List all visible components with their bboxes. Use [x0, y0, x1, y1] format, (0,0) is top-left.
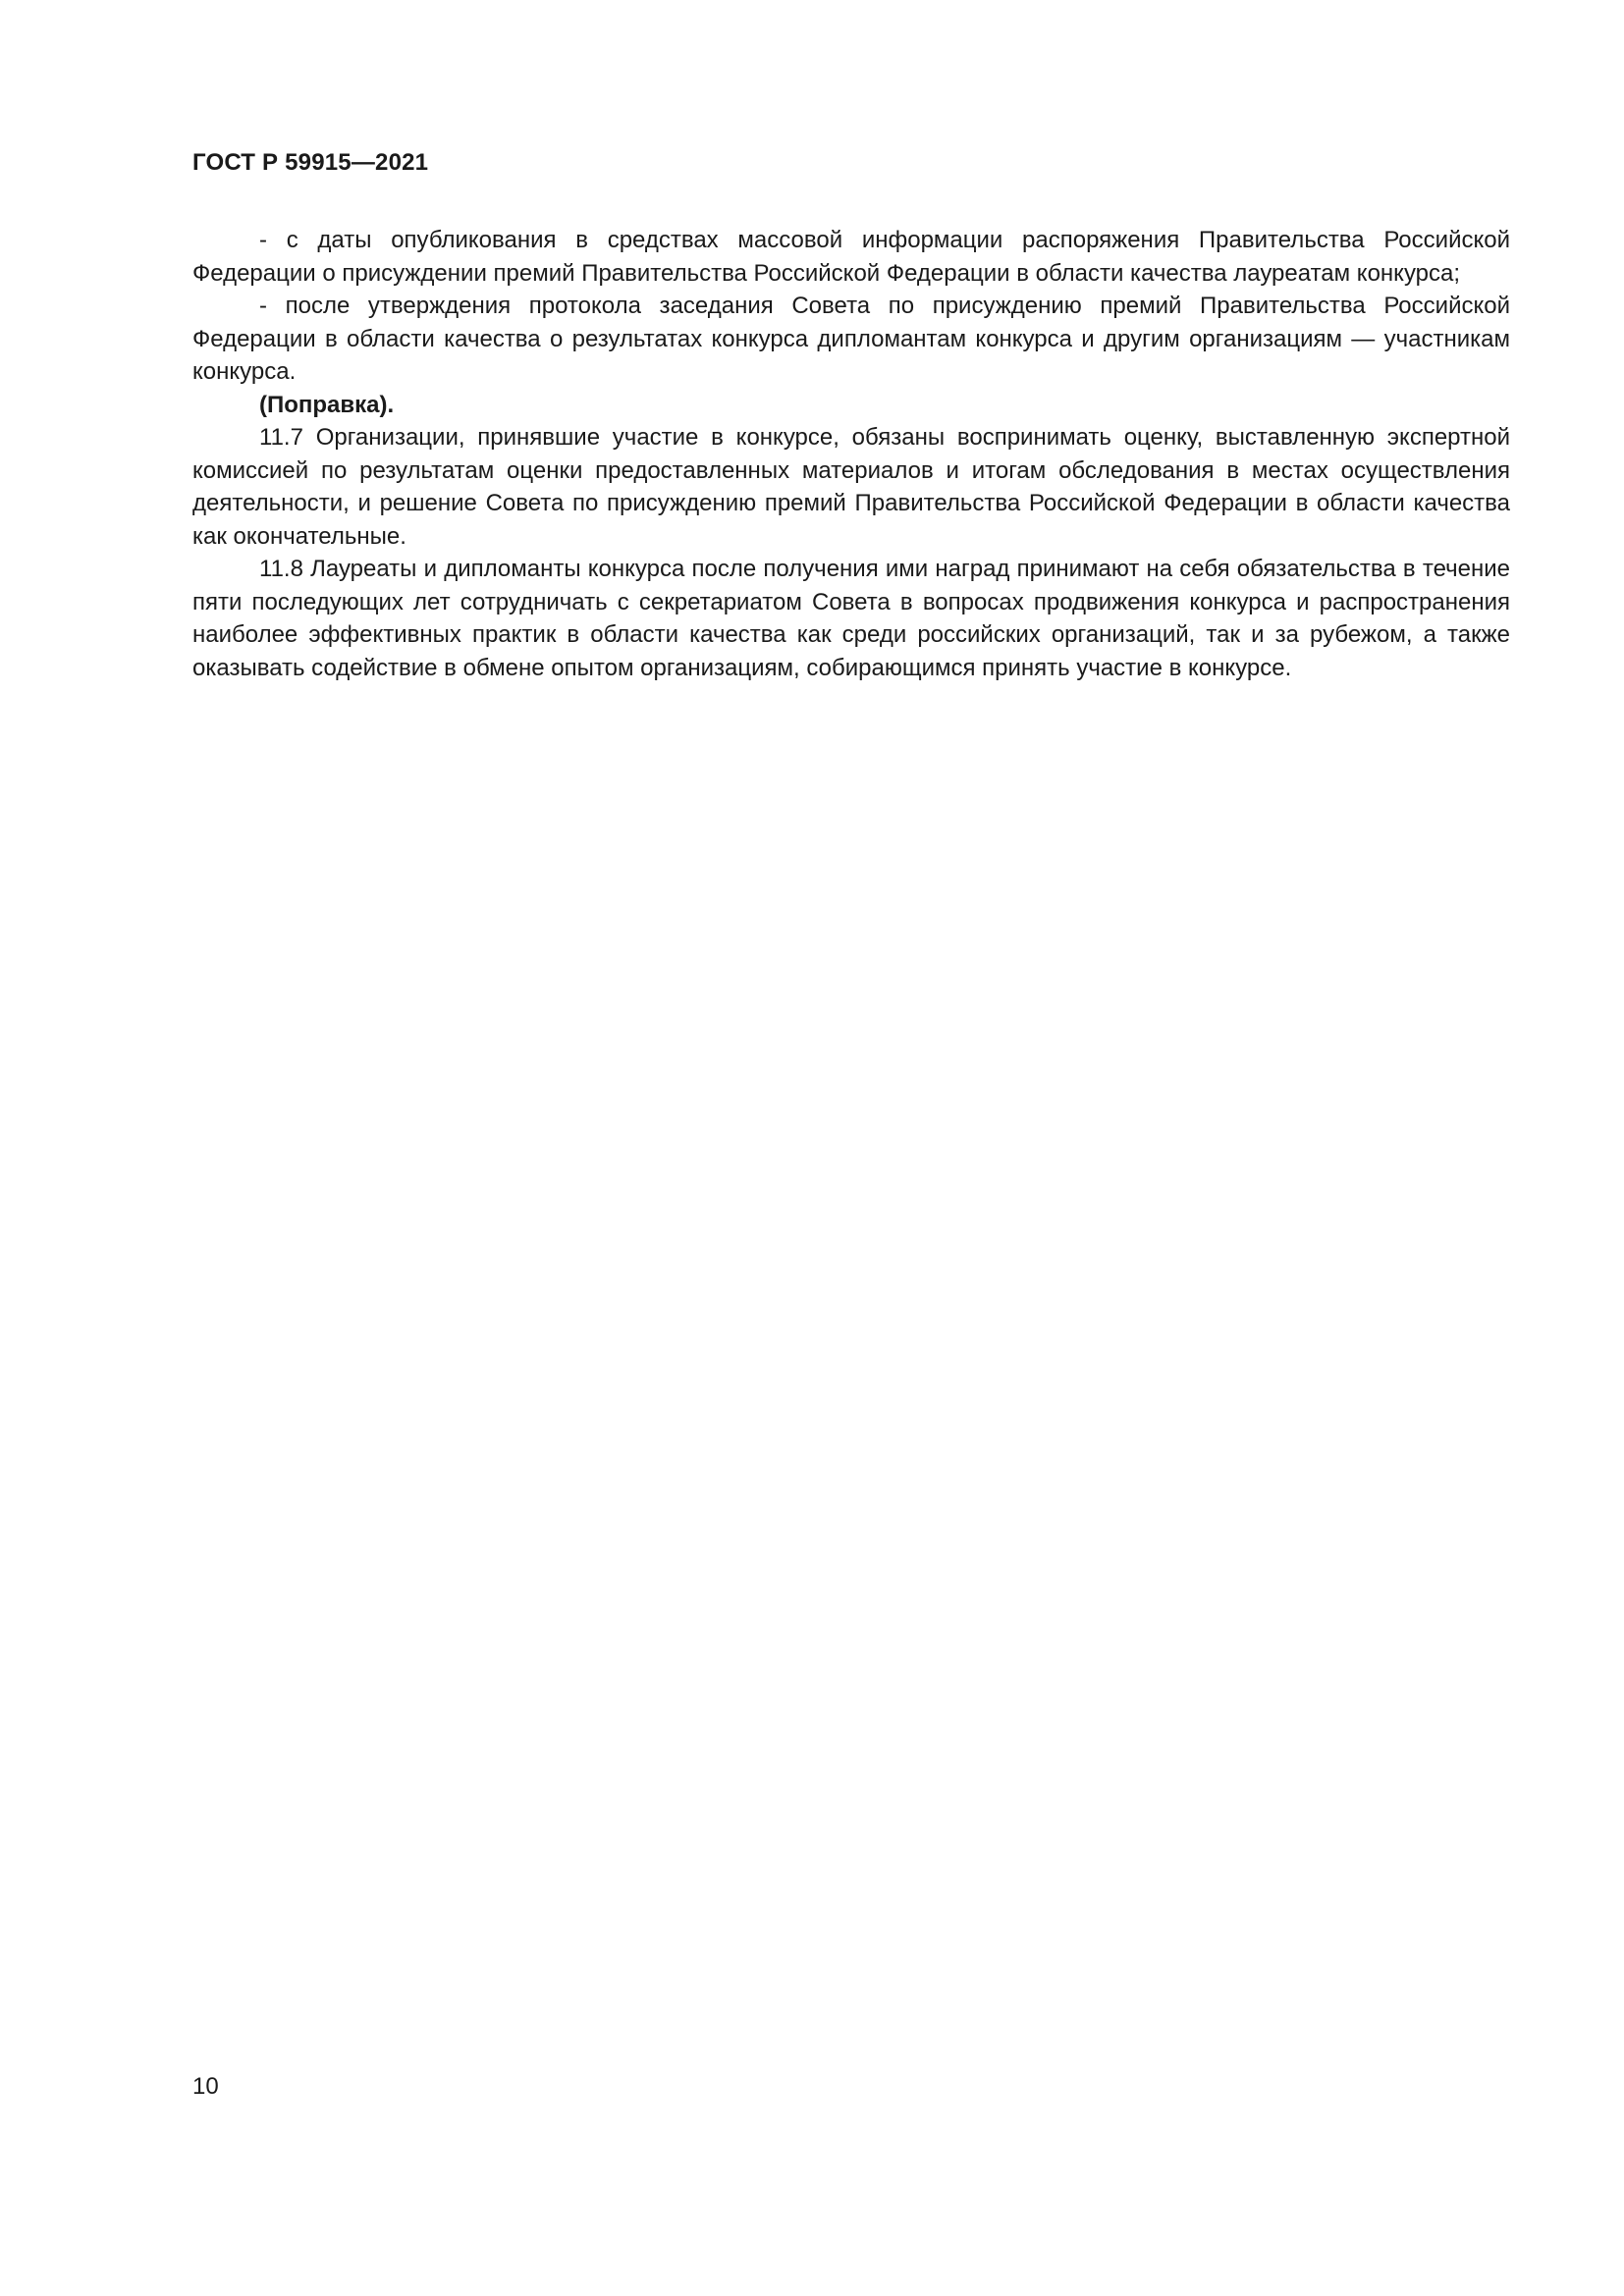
document-body — [192, 224, 1510, 684]
page-number: 10 — [192, 2073, 219, 2100]
paragraph-11-8: 11.8 Лауреаты и дипломанты конкурса после получения ими наград принимают на себя обязательства в течение пяти последующих лет сотрудничать с секретариатом Совета в вопросах продвижения конкурса и распространения наиболее эффективных практик в области качества как среди российских организаций, так и за рубежом, а также оказывать содействие в обмене опытом организациям, собирающимся принять участие в конкурсе. — [192, 556, 1510, 681]
document-header: ГОСТ Р 59915—2021 — [192, 149, 429, 176]
paragraph-11-7: 11.7 Организации, принявшие участие в конкурсе, обязаны воспринимать оценку, выставленную экспертной комиссией по результатам оценки предоставленных материалов и итогам обследования в местах осуществления деятельности, и решение Совета по присуждению премий Правительства Российской Федерации в области качества как окончательные. — [192, 424, 1510, 550]
amendment-note: (Поправка). — [259, 391, 395, 418]
paragraph-protocol-approval: - после утверждения протокола заседания Совета по присуждению премий Правительства Российской Федерации в области качества о результатах конкурса дипломантам конкурса и другим организациям — участникам конкурса. — [192, 293, 1510, 385]
paragraph-publication-date: - с даты опубликования в средствах массовой информации распоряжения Правительства Российской Федерации о присуждении премий Правительства Российской Федерации в области качества лауреатам конкурса; — [192, 227, 1510, 287]
